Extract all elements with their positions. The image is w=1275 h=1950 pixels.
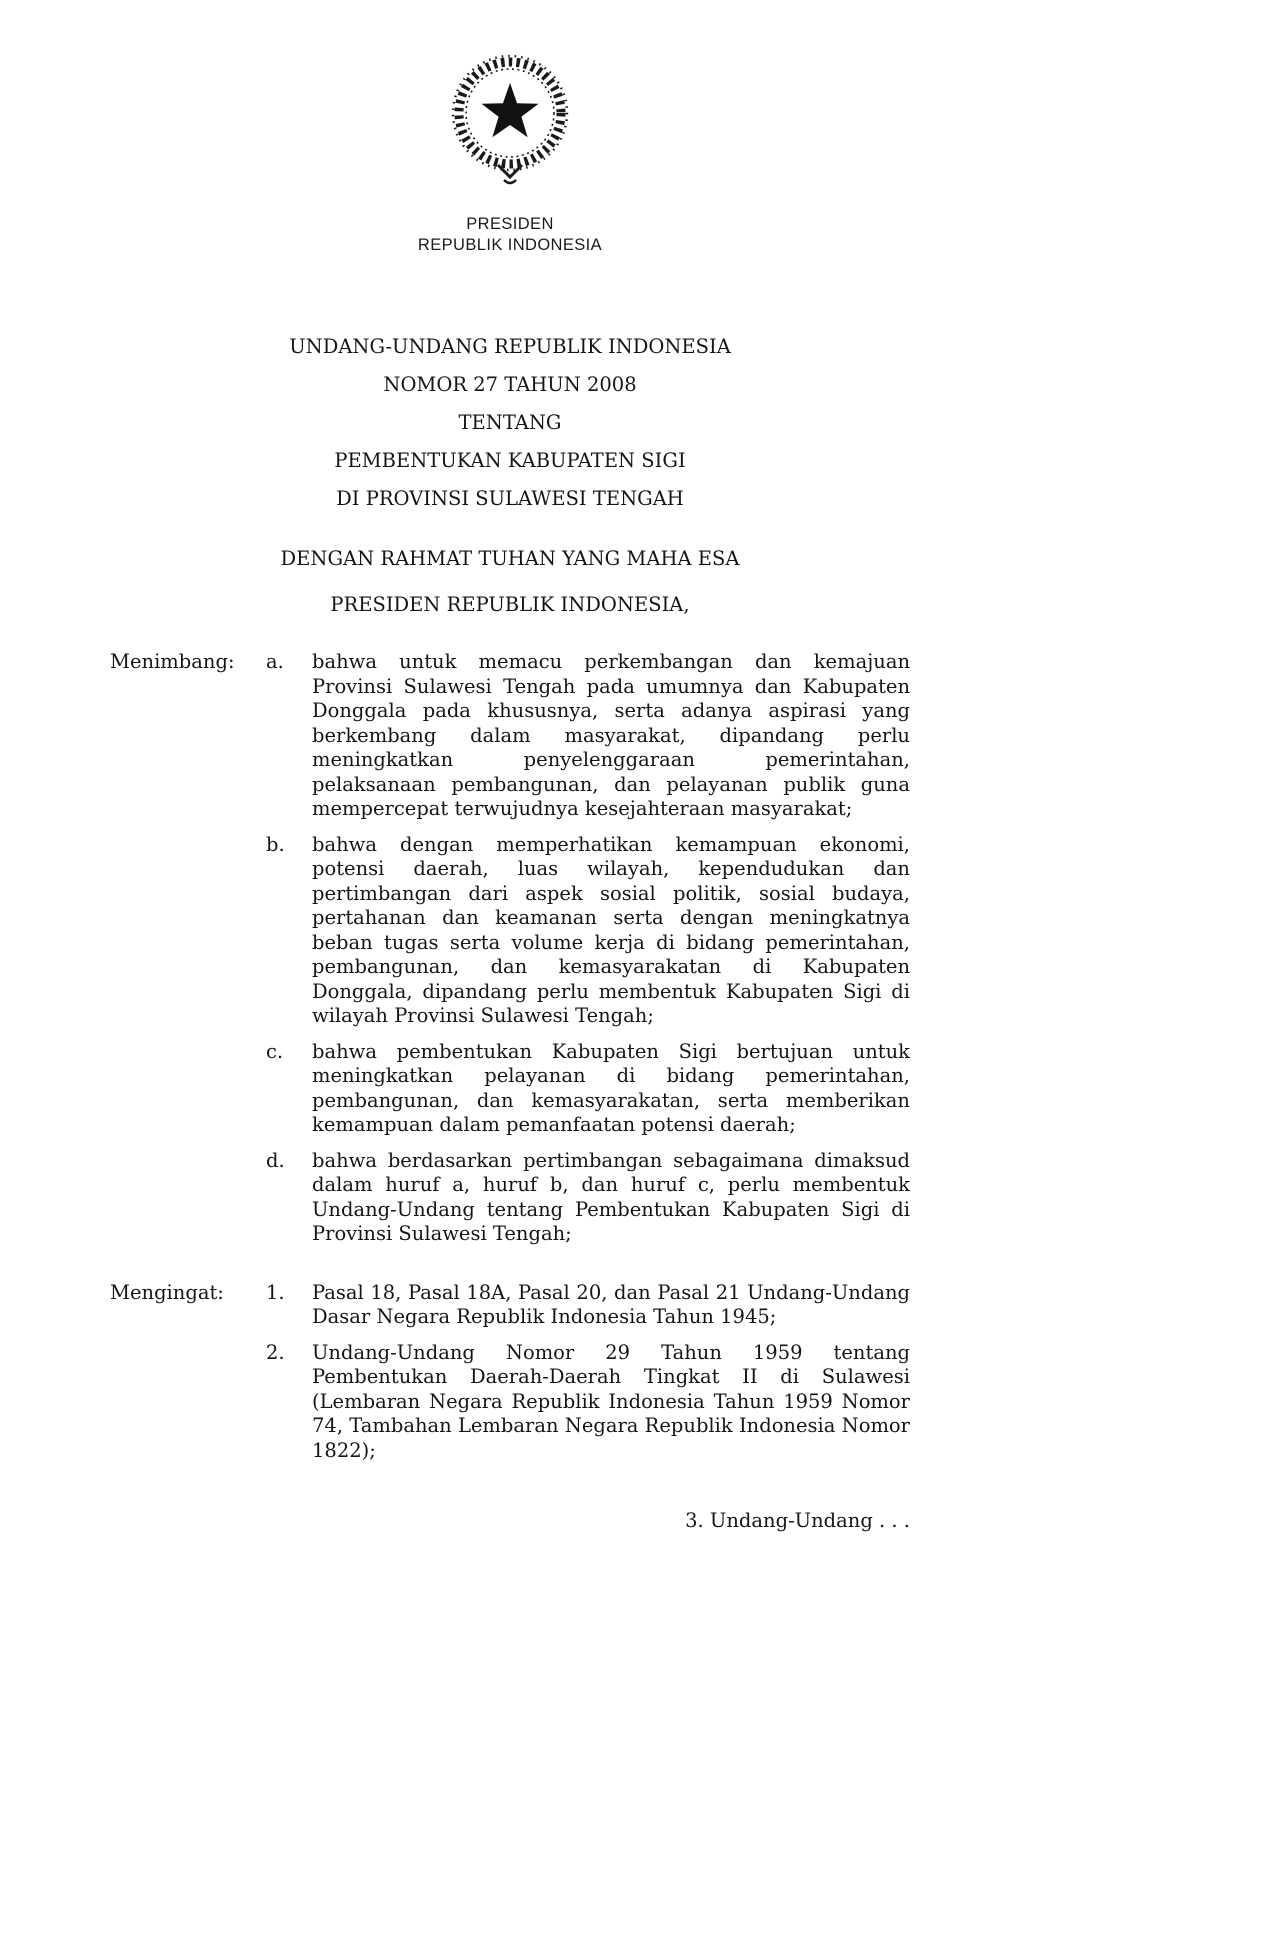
list-item (266, 650, 910, 822)
item-text: Pasal 18, Pasal 18A, Pasal 20, dan Pasal 21 Undang-Undang Dasar Negara Republik Indonesia Tahun 1945; (312, 1280, 910, 1328)
title-line-1: UNDANG-UNDANG REPUBLIK INDONESIA (289, 335, 731, 358)
document-body (110, 650, 910, 1463)
list-item (266, 1281, 910, 1330)
item-text: bahwa dengan memperhatikan kemampuan ekonomi, potensi daerah, luas wilayah, kependudukan dan pertimbangan dari aspek sosial politik, sosial budaya, pertahanan dan keamanan serta dengan meningkatnya beban tugas serta volume kerja di bidang pemerintahan, pembangunan, dan kemasyarakatan di Kabupaten Donggala, dipandang perlu membentuk Kabupaten Sigi di wilayah Provinsi Sulawesi Tengah; (312, 832, 910, 1027)
letterhead-presiden: PRESIDEN (466, 215, 554, 233)
section-mengingat (110, 1281, 910, 1464)
item-text: bahwa untuk memacu perkembangan dan kemajuan Provinsi Sulawesi Tengah pada umumnya dan Kabupaten Donggala pada khususnya, serta adanya aspirasi yang berkembang dalam masyarakat, dipandang perlu meningkatkan penyelenggaraan pemerintahan, pelaksanaan pembangunan, dan pelayanan publik guna mempercepat terwujudnya kesejahteraan masyarakat; (312, 650, 910, 820)
menimbang-items (266, 650, 910, 1247)
title-line-4: PEMBENTUKAN KABUPATEN SIGI (334, 449, 686, 472)
list-item (266, 1341, 910, 1464)
letterhead (110, 214, 910, 256)
item-marker: a. (266, 650, 284, 673)
section-label-menimbang: Menimbang: (110, 650, 235, 673)
item-marker: d. (266, 1148, 285, 1172)
letterhead-emblem-wrap (110, 50, 910, 204)
title-line-2: NOMOR 27 TAHUN 2008 (383, 373, 637, 396)
list-item (266, 833, 910, 1029)
page-continuation-catchword: 3. Undang-Undang . . . (685, 1509, 910, 1532)
title-line-5: DI PROVINSI SULAWESI TENGAH (336, 487, 684, 510)
item-marker: 1. (266, 1280, 285, 1304)
letterhead-republik-indonesia: REPUBLIK INDONESIA (417, 236, 603, 254)
item-text: bahwa pembentukan Kabupaten Sigi bertujuan untuk meningkatkan pelayanan di bidang pemerintahan, pembangunan, dan kemasyarakatan, serta memberikan kemampuan dalam pemanfaatan potensi daerah; (312, 1039, 910, 1136)
mengingat-items (266, 1281, 910, 1464)
item-text: Undang-Undang Nomor 29 Tahun 1959 tentang Pembentukan Daerah-Daerah Tingkat II di Sulawesi (Lembaran Negara Republik Indonesia Tahun 1959 Nomor 74, Tambahan Lembaran Negara Republik Indonesia Nomor 1822); (312, 1340, 910, 1462)
star-wreath-presidential-emblem-icon (439, 185, 581, 204)
item-marker: c. (266, 1039, 284, 1063)
item-marker: 2. (266, 1340, 285, 1364)
item-text: bahwa berdasarkan pertimbangan sebagaimana dimaksud dalam huruf a, huruf b, dan huruf c, perlu membentuk Undang-Undang tentang Pembentukan Kabupaten Sigi di Provinsi Sulawesi Tengah; (312, 1148, 910, 1245)
item-marker: b. (266, 832, 285, 856)
title-line-3: TENTANG (458, 411, 562, 434)
authority-line: PRESIDEN REPUBLIK INDONESIA, (330, 593, 690, 616)
list-item (266, 1149, 910, 1247)
section-menimbang (110, 650, 910, 1247)
section-label-mengingat: Mengingat: (110, 1280, 224, 1304)
list-item (266, 1040, 910, 1138)
law-title-block (110, 328, 910, 518)
invocation-line: DENGAN RAHMAT TUHAN YANG MAHA ESA (280, 547, 740, 570)
document-page (110, 0, 910, 1532)
